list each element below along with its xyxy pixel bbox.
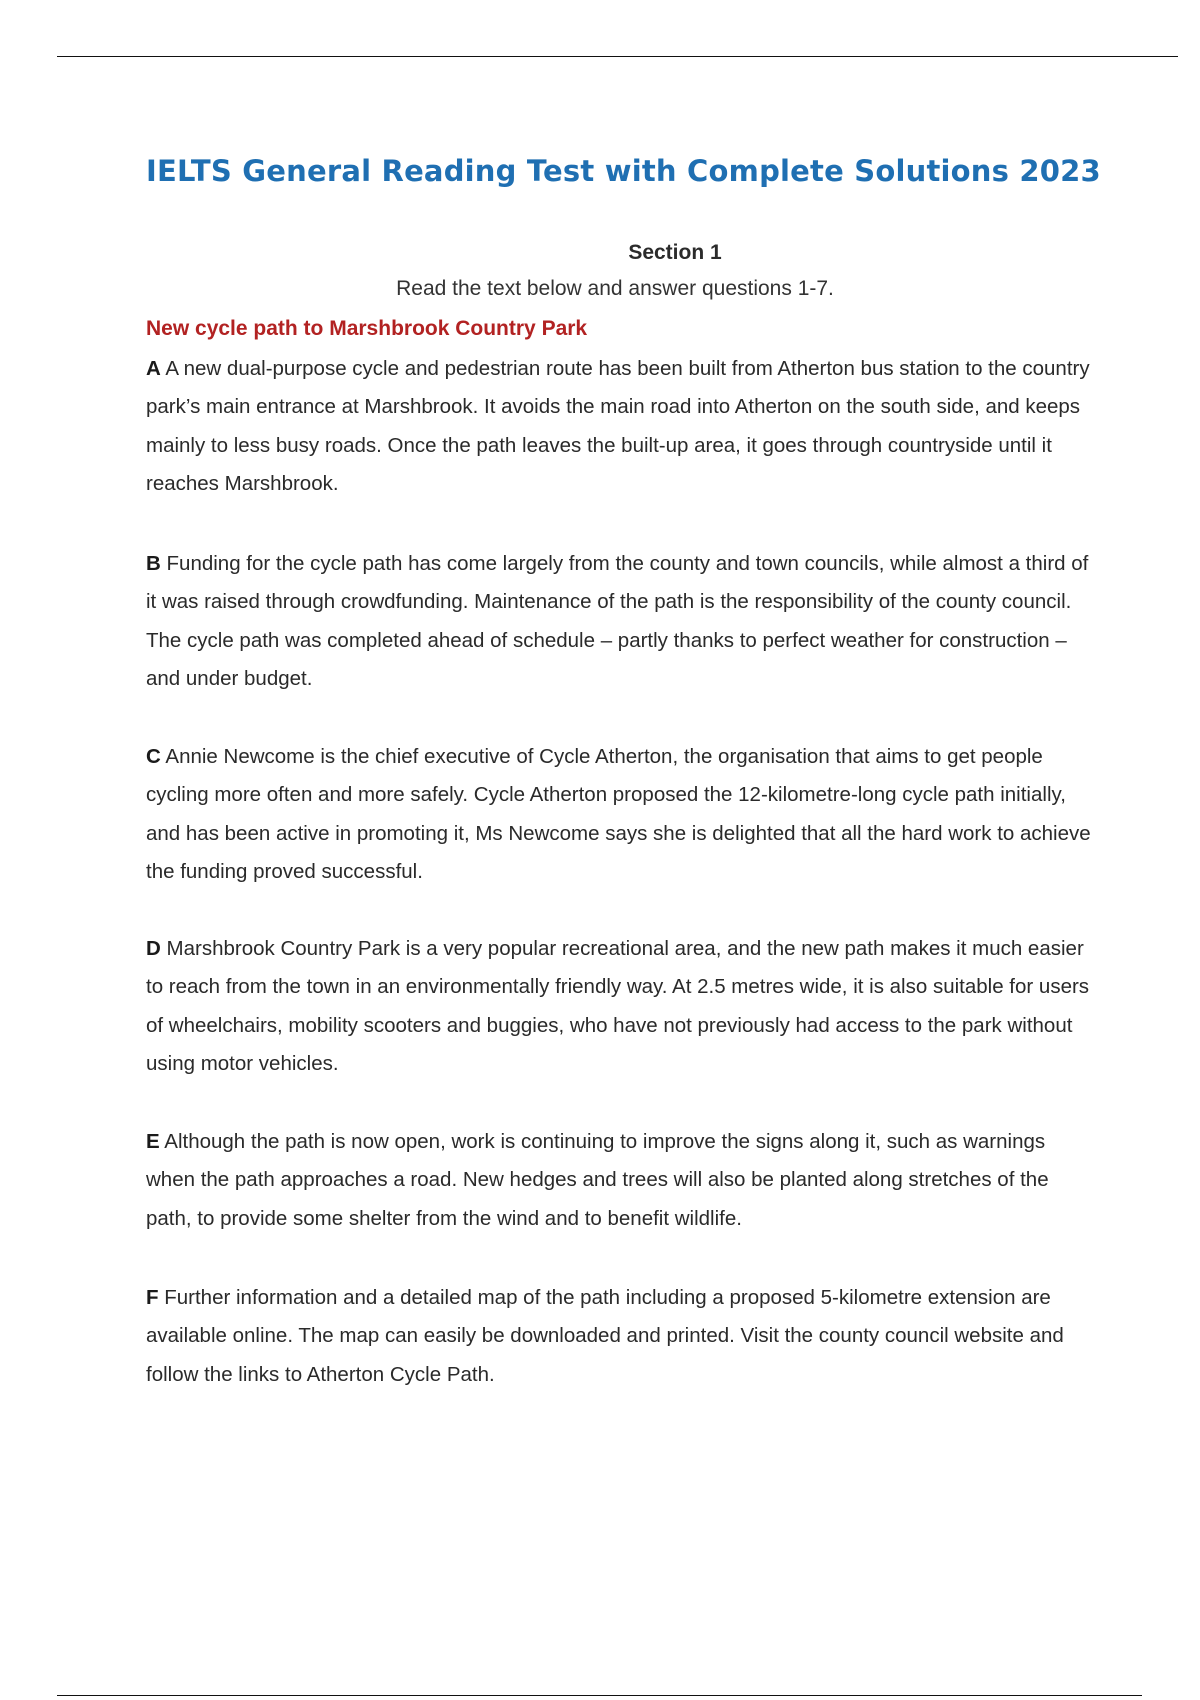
paragraph-c bbox=[146, 738, 1091, 892]
paragraph-e bbox=[146, 1123, 1091, 1238]
bottom-divider bbox=[57, 1695, 1142, 1696]
paragraph-text: Annie Newcome is the chief executive of Cycle Atherton, the organisation that aims to get people cycling more often and more safely. Cycle Atherton proposed the 12-kilometre-long cycle path initially, and has been active in promoting it, Ms Newcome says she is delighted that all the hard work to achieve the funding proved successful. bbox=[146, 745, 1091, 884]
paragraph-letter: D bbox=[146, 937, 161, 960]
paragraph-letter: A bbox=[146, 357, 161, 380]
paragraph-d bbox=[146, 930, 1091, 1084]
section-heading: Section 1 bbox=[628, 241, 722, 264]
instructions-text: Read the text below and answer questions 1-7. bbox=[396, 277, 834, 300]
paragraph-f bbox=[146, 1279, 1091, 1394]
paragraph-letter: F bbox=[146, 1286, 159, 1309]
paragraph-a bbox=[146, 350, 1091, 504]
paragraph-letter: E bbox=[146, 1130, 160, 1153]
article-title: New cycle path to Marshbrook Country Park bbox=[146, 317, 588, 340]
paragraph-text: A new dual-purpose cycle and pedestrian route has been built from Atherton bus station to the country park’s main entrance at Marshbrook. It avoids the main road into Atherton on the south side, and keeps mainly to less busy roads. Once the path leaves the built-up area, it goes through countryside until it reaches Marshbrook. bbox=[146, 357, 1090, 496]
top-divider bbox=[57, 56, 1178, 57]
paragraph-letter: C bbox=[146, 745, 161, 768]
paragraph-b bbox=[146, 545, 1091, 699]
paragraph-text: Further information and a detailed map of the path including a proposed 5-kilometre extension are available online. The map can easily be downloaded and printed. Visit the county council website and follow the links to Atherton Cycle Path. bbox=[146, 1286, 1064, 1386]
paragraph-text: Funding for the cycle path has come largely from the county and town councils, while almost a third of it was raised through crowdfunding. Maintenance of the path is the responsibility of the county council. The cycle path was completed ahead of schedule – partly thanks to perfect weather for construction – and under budget. bbox=[146, 552, 1089, 691]
paragraph-text: Marshbrook Country Park is a very popular recreational area, and the new path makes it much easier to reach from the town in an environmentally friendly way. At 2.5 metres wide, it is also suitable for users of wheelchairs, mobility scooters and buggies, who have not previously had access to the park without using motor vehicles. bbox=[146, 937, 1090, 1076]
paragraph-text: Although the path is now open, work is continuing to improve the signs along it, such as warnings when the path approaches a road. New hedges and trees will also be planted along stretches of the path, to provide some shelter from the wind and to benefit wildlife. bbox=[146, 1130, 1049, 1230]
document-title: IELTS General Reading Test with Complete Solutions 2023 bbox=[146, 154, 1101, 188]
paragraph-letter: B bbox=[146, 552, 161, 575]
